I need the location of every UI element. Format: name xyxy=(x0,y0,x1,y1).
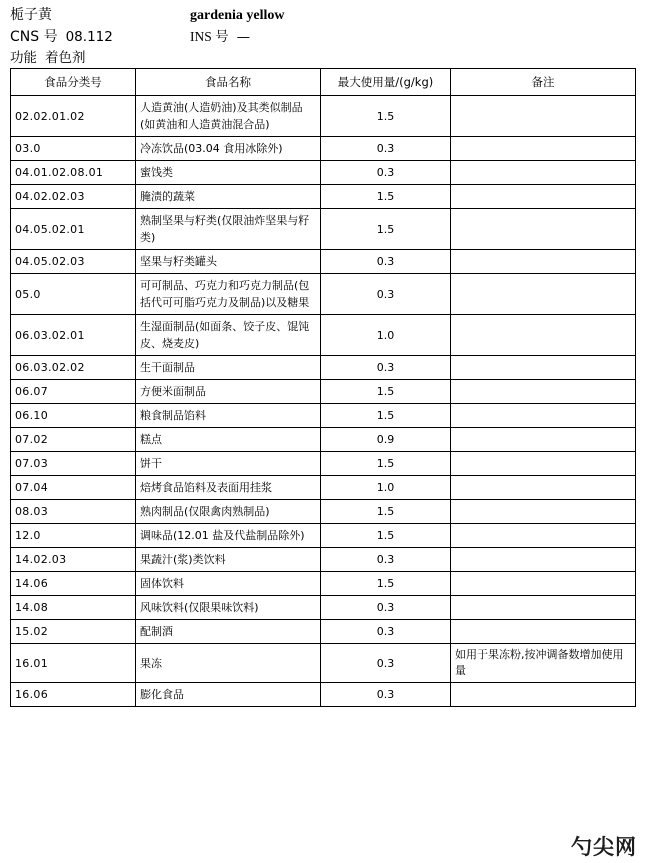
cell-food-name: 饼干 xyxy=(136,452,321,476)
cell-category: 07.04 xyxy=(11,476,136,500)
cell-remarks xyxy=(451,452,636,476)
cell-food-name: 蜜饯类 xyxy=(136,161,321,185)
cell-category: 04.01.02.08.01 xyxy=(11,161,136,185)
column-header-food-name: 食品名称 xyxy=(136,69,321,96)
cell-remarks xyxy=(451,428,636,452)
cell-remarks xyxy=(451,404,636,428)
substance-header xyxy=(10,6,635,68)
cell-remarks xyxy=(451,620,636,644)
substance-name-row xyxy=(10,6,635,25)
table-row xyxy=(11,524,636,548)
cns-code xyxy=(10,28,190,46)
function-value: 着色剂 xyxy=(45,50,86,66)
table-row xyxy=(11,500,636,524)
cell-max-usage: 1.0 xyxy=(321,315,451,356)
cell-category: 06.10 xyxy=(11,404,136,428)
cell-remarks xyxy=(451,380,636,404)
table-row xyxy=(11,161,636,185)
cell-max-usage: 1.0 xyxy=(321,476,451,500)
cell-max-usage: 0.3 xyxy=(321,620,451,644)
watermark: 勺尖网 xyxy=(571,835,637,859)
cell-remarks xyxy=(451,137,636,161)
cell-category: 12.0 xyxy=(11,524,136,548)
table-row xyxy=(11,683,636,707)
usage-table xyxy=(10,68,636,707)
cell-remarks xyxy=(451,596,636,620)
table-row xyxy=(11,315,636,356)
table-header-row xyxy=(11,69,636,96)
cell-remarks xyxy=(451,548,636,572)
cell-max-usage: 1.5 xyxy=(321,185,451,209)
cell-remarks xyxy=(451,250,636,274)
table-row xyxy=(11,137,636,161)
cell-food-name: 生干面制品 xyxy=(136,356,321,380)
cell-food-name: 糕点 xyxy=(136,428,321,452)
cell-remarks xyxy=(451,683,636,707)
cell-max-usage: 1.5 xyxy=(321,380,451,404)
table-row xyxy=(11,250,636,274)
cell-category: 16.06 xyxy=(11,683,136,707)
cell-category: 16.01 xyxy=(11,644,136,683)
cell-food-name: 粮食制品馅料 xyxy=(136,404,321,428)
table-row xyxy=(11,548,636,572)
cell-remarks xyxy=(451,500,636,524)
cell-food-name: 人造黄油(人造奶油)及其类似制品(如黄油和人造黄油混合品) xyxy=(136,96,321,137)
cell-category: 08.03 xyxy=(11,500,136,524)
cell-food-name: 腌渍的蔬菜 xyxy=(136,185,321,209)
cns-value: 08.112 xyxy=(65,29,113,45)
cell-remarks xyxy=(451,161,636,185)
substance-name-cn: 栀子黄 xyxy=(10,7,52,23)
table-row xyxy=(11,452,636,476)
cell-food-name: 生湿面制品(如面条、饺子皮、馄饨皮、烧麦皮) xyxy=(136,315,321,356)
table-body xyxy=(11,96,636,707)
cell-max-usage: 0.3 xyxy=(321,644,451,683)
cell-category: 07.02 xyxy=(11,428,136,452)
table-row xyxy=(11,572,636,596)
cell-category: 14.08 xyxy=(11,596,136,620)
cell-category: 02.02.01.02 xyxy=(11,96,136,137)
column-header-max-usage: 最大使用量/(g/kg) xyxy=(321,69,451,96)
substance-name-en: gardenia yellow xyxy=(190,8,285,23)
table-row xyxy=(11,209,636,250)
cell-max-usage: 0.3 xyxy=(321,596,451,620)
cell-food-name: 调味品(12.01 盐及代盐制品除外) xyxy=(136,524,321,548)
cell-category: 03.0 xyxy=(11,137,136,161)
cell-max-usage: 1.5 xyxy=(321,452,451,476)
cns-label: CNS 号 xyxy=(10,29,58,45)
cell-category: 15.02 xyxy=(11,620,136,644)
table-row xyxy=(11,596,636,620)
table-row xyxy=(11,380,636,404)
cell-food-name: 风味饮料(仅限果味饮料) xyxy=(136,596,321,620)
cell-remarks: 如用于果冻粉,按冲调备数增加使用量 xyxy=(451,644,636,683)
ins-value: — xyxy=(236,29,251,45)
cell-max-usage: 1.5 xyxy=(321,404,451,428)
table-row xyxy=(11,428,636,452)
cell-food-name: 固体饮料 xyxy=(136,572,321,596)
cell-category: 05.0 xyxy=(11,274,136,315)
cell-category: 14.06 xyxy=(11,572,136,596)
cell-max-usage: 0.3 xyxy=(321,274,451,315)
cell-max-usage: 0.3 xyxy=(321,356,451,380)
function-label: 功能 xyxy=(10,50,37,66)
cell-max-usage: 1.5 xyxy=(321,209,451,250)
cell-remarks xyxy=(451,356,636,380)
cell-category: 07.03 xyxy=(11,452,136,476)
column-header-category: 食品分类号 xyxy=(11,69,136,96)
cell-remarks xyxy=(451,572,636,596)
cell-food-name: 坚果与籽类罐头 xyxy=(136,250,321,274)
cell-remarks xyxy=(451,274,636,315)
ins-code xyxy=(190,28,250,46)
table-row xyxy=(11,274,636,315)
cell-food-name: 果冻 xyxy=(136,644,321,683)
cell-max-usage: 0.3 xyxy=(321,137,451,161)
column-header-remarks: 备注 xyxy=(451,69,636,96)
cell-category: 06.07 xyxy=(11,380,136,404)
cell-max-usage: 0.3 xyxy=(321,161,451,185)
table-row xyxy=(11,404,636,428)
cell-max-usage: 0.9 xyxy=(321,428,451,452)
function-row xyxy=(10,49,635,67)
cell-food-name: 冷冻饮品(03.04 食用冰除外) xyxy=(136,137,321,161)
cell-category: 04.02.02.03 xyxy=(11,185,136,209)
cell-food-name: 焙烤食品馅料及表面用挂浆 xyxy=(136,476,321,500)
cell-remarks xyxy=(451,476,636,500)
cell-food-name: 膨化食品 xyxy=(136,683,321,707)
code-row xyxy=(10,28,635,46)
cell-category: 14.02.03 xyxy=(11,548,136,572)
table-row xyxy=(11,476,636,500)
cell-category: 04.05.02.03 xyxy=(11,250,136,274)
cell-max-usage: 0.3 xyxy=(321,548,451,572)
cell-max-usage: 1.5 xyxy=(321,572,451,596)
cell-remarks xyxy=(451,315,636,356)
cell-food-name: 配制酒 xyxy=(136,620,321,644)
table-row xyxy=(11,356,636,380)
cell-max-usage: 1.5 xyxy=(321,500,451,524)
cell-food-name: 熟制坚果与籽类(仅限油炸坚果与籽类) xyxy=(136,209,321,250)
cell-max-usage: 1.5 xyxy=(321,524,451,548)
ins-label: INS 号 xyxy=(190,29,229,44)
table-row xyxy=(11,644,636,683)
cell-category: 06.03.02.01 xyxy=(11,315,136,356)
table-row xyxy=(11,620,636,644)
cell-food-name: 可可制品、巧克力和巧克力制品(包括代可可脂巧克力及制品)以及糖果 xyxy=(136,274,321,315)
table-header xyxy=(11,69,636,96)
cell-max-usage: 0.3 xyxy=(321,250,451,274)
cell-max-usage: 0.3 xyxy=(321,683,451,707)
cell-remarks xyxy=(451,96,636,137)
cell-food-name: 果蔬汁(浆)类饮料 xyxy=(136,548,321,572)
cell-food-name: 方便米面制品 xyxy=(136,380,321,404)
cell-category: 06.03.02.02 xyxy=(11,356,136,380)
cell-remarks xyxy=(451,209,636,250)
cell-food-name: 熟肉制品(仅限禽肉熟制品) xyxy=(136,500,321,524)
cell-remarks xyxy=(451,185,636,209)
table-row xyxy=(11,96,636,137)
cell-category: 04.05.02.01 xyxy=(11,209,136,250)
cell-max-usage: 1.5 xyxy=(321,96,451,137)
table-row xyxy=(11,185,636,209)
cell-remarks xyxy=(451,524,636,548)
